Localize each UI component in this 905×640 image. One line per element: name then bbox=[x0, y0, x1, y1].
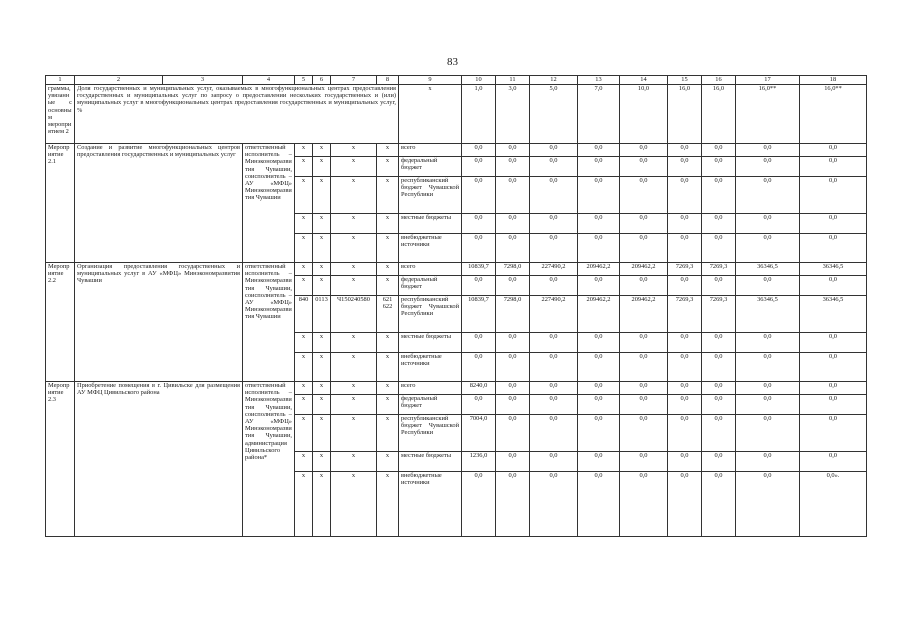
funding-value: 0,0 bbox=[530, 353, 578, 382]
funding-value: 7269,3 bbox=[702, 263, 736, 276]
funding-value: 0,0 bbox=[620, 276, 668, 296]
funding-value: 0,0 bbox=[800, 333, 867, 353]
csr-code: х bbox=[331, 234, 377, 263]
funding-value: 0,0 bbox=[496, 382, 530, 395]
column-number: 1 bbox=[46, 76, 75, 85]
grbs-code: х bbox=[295, 214, 313, 234]
csr-code: х bbox=[331, 157, 377, 177]
funding-value: 0,0 bbox=[736, 415, 800, 452]
funding-source: федеральный бюджет bbox=[399, 157, 462, 177]
measure-name: Мероприятие 2.1 bbox=[46, 144, 75, 263]
funding-value: 0,0 bbox=[702, 452, 736, 472]
vr-code: х bbox=[377, 263, 399, 276]
csr-code: х bbox=[331, 415, 377, 452]
funding-value: 0,0 bbox=[578, 333, 620, 353]
funding-value: 0,0 bbox=[736, 177, 800, 214]
funding-source: федеральный бюджет bbox=[399, 276, 462, 296]
funding-value: 0,0 bbox=[702, 353, 736, 382]
funding-value: 7298,0 bbox=[496, 263, 530, 276]
funding-value: 0,0 bbox=[620, 415, 668, 452]
rzpr-code: х bbox=[313, 415, 331, 452]
csr-code: х bbox=[331, 177, 377, 214]
funding-value: 0,0 bbox=[578, 415, 620, 452]
funding-value: 0,0 bbox=[800, 177, 867, 214]
funding-value: 0,0 bbox=[578, 177, 620, 214]
grbs-code: х bbox=[295, 472, 313, 537]
funding-value: 0,0 bbox=[620, 395, 668, 415]
funding-value: 0,0 bbox=[462, 472, 496, 537]
funding-value: 36346,5 bbox=[800, 263, 867, 276]
funding-value: 0,0 bbox=[668, 382, 702, 395]
csr-code: х bbox=[331, 395, 377, 415]
csr-code: х bbox=[331, 452, 377, 472]
funding-value: 36346,5 bbox=[800, 296, 867, 333]
funding-value: 0,0 bbox=[702, 276, 736, 296]
csr-code: х bbox=[331, 333, 377, 353]
funding-value: 0,0 bbox=[736, 333, 800, 353]
rzpr-code: х bbox=[313, 177, 331, 214]
goal-indicator-row bbox=[46, 85, 867, 144]
funding-value: 0,0 bbox=[462, 276, 496, 296]
funding-value: 0,0 bbox=[462, 177, 496, 214]
measure-title: Приобретение помещения в г. Цивильске для размещения АУ МФЦ Цивильского района bbox=[75, 382, 243, 537]
rzpr-code: х bbox=[313, 333, 331, 353]
page-number: 83 bbox=[447, 56, 458, 68]
funding-row bbox=[46, 263, 867, 276]
vr-code: 621 622 bbox=[377, 296, 399, 333]
budget-table bbox=[45, 75, 867, 537]
responsible-executor: ответственный исполнитель – Минэкономразвития Чувашии, соисполнитель – АУ «МФЦ» Минэкономразвития Чувашии bbox=[243, 144, 295, 263]
column-number: 7 bbox=[331, 76, 377, 85]
funding-value: 0,0 bbox=[462, 214, 496, 234]
funding-value: 0,0 bbox=[578, 395, 620, 415]
column-number-row bbox=[46, 76, 867, 85]
funding-value: 0,0 bbox=[800, 415, 867, 452]
funding-value: 0,0 bbox=[702, 382, 736, 395]
funding-value: 0,0 bbox=[530, 214, 578, 234]
funding-value: 209462,2 bbox=[578, 263, 620, 276]
rzpr-code: х bbox=[313, 472, 331, 537]
funding-source: внебюджетные источники bbox=[399, 234, 462, 263]
funding-source: внебюджетные источники bbox=[399, 472, 462, 537]
funding-value: 0,0 bbox=[702, 472, 736, 537]
rzpr-code: х bbox=[313, 234, 331, 263]
funding-value: 0,0 bbox=[530, 234, 578, 263]
funding-value: 0,0 bbox=[530, 144, 578, 157]
funding-value: 0,0 bbox=[668, 214, 702, 234]
funding-value: 1236,0 bbox=[462, 452, 496, 472]
funding-value: 0,0 bbox=[620, 382, 668, 395]
funding-value: 0,0 bbox=[736, 276, 800, 296]
funding-value: 0,0 bbox=[668, 234, 702, 263]
funding-value: 0,0 bbox=[496, 395, 530, 415]
csr-code: х bbox=[331, 472, 377, 537]
funding-value: 0,0 bbox=[530, 157, 578, 177]
grbs-code: х bbox=[295, 234, 313, 263]
rzpr-code: х bbox=[313, 382, 331, 395]
rzpr-code: х bbox=[313, 276, 331, 296]
funding-value: 0,0 bbox=[578, 144, 620, 157]
funding-value: 0,0 bbox=[668, 353, 702, 382]
grbs-code: х bbox=[295, 144, 313, 157]
grbs-code: х bbox=[295, 333, 313, 353]
funding-value: 0,0 bbox=[530, 276, 578, 296]
measure-name: Мероприятие 2.3 bbox=[46, 382, 75, 537]
funding-value: 0,0 bbox=[702, 157, 736, 177]
funding-value: 0,0 bbox=[578, 157, 620, 177]
funding-value: 0,0 bbox=[702, 395, 736, 415]
grbs-code: х bbox=[295, 263, 313, 276]
funding-row bbox=[46, 382, 867, 395]
funding-value: 0,0 bbox=[702, 234, 736, 263]
indicator-value: 7,0 bbox=[578, 85, 620, 144]
funding-value: 0,0 bbox=[530, 177, 578, 214]
grbs-code: 840 bbox=[295, 296, 313, 333]
indicator-value: 1,0 bbox=[462, 85, 496, 144]
funding-value: 0,0 bbox=[668, 144, 702, 157]
column-number: 14 bbox=[620, 76, 668, 85]
source-placeholder: х bbox=[399, 85, 462, 144]
funding-value: 0,0 bbox=[736, 472, 800, 537]
indicator-value: 16,0** bbox=[736, 85, 800, 144]
column-number: 9 bbox=[399, 76, 462, 85]
funding-value: 0,0 bbox=[462, 157, 496, 177]
funding-value: 0,0 bbox=[736, 452, 800, 472]
funding-value: 0,0 bbox=[496, 144, 530, 157]
vr-code: х bbox=[377, 214, 399, 234]
csr-code: х bbox=[331, 353, 377, 382]
funding-value: 0,0 bbox=[736, 214, 800, 234]
funding-source: республиканский бюджет Чувашской Республики bbox=[399, 177, 462, 214]
vr-code: х bbox=[377, 382, 399, 395]
funding-value: 0,0 bbox=[496, 214, 530, 234]
rzpr-code: 0113 bbox=[313, 296, 331, 333]
funding-value: 0,0 bbox=[496, 472, 530, 537]
column-number: 11 bbox=[496, 76, 530, 85]
column-number: 16 bbox=[702, 76, 736, 85]
funding-value: 0,0 bbox=[736, 144, 800, 157]
column-number: 18 bbox=[800, 76, 867, 85]
rzpr-code: х bbox=[313, 157, 331, 177]
vr-code: х bbox=[377, 395, 399, 415]
funding-value: 209462,2 bbox=[620, 296, 668, 333]
funding-value: 0,0 bbox=[668, 472, 702, 537]
funding-value: 0,0 bbox=[620, 234, 668, 263]
funding-source: местные бюджеты bbox=[399, 452, 462, 472]
rzpr-code: х bbox=[313, 144, 331, 157]
grbs-code: х bbox=[295, 157, 313, 177]
funding-value: 0,0 bbox=[462, 353, 496, 382]
funding-value: 0,0 bbox=[800, 276, 867, 296]
funding-value: 0,0 bbox=[736, 382, 800, 395]
funding-value: 0,0 bbox=[668, 333, 702, 353]
funding-value: 36346,5 bbox=[736, 296, 800, 333]
vr-code: х bbox=[377, 472, 399, 537]
funding-value: 0,0 bbox=[496, 177, 530, 214]
funding-value: 0,0 bbox=[736, 157, 800, 177]
column-number: 10 bbox=[462, 76, 496, 85]
rzpr-code: х bbox=[313, 395, 331, 415]
funding-value: 36346,5 bbox=[736, 263, 800, 276]
funding-value: 0,0 bbox=[462, 234, 496, 263]
grbs-code: х bbox=[295, 276, 313, 296]
funding-value: 0,0 bbox=[578, 472, 620, 537]
funding-value: 7269,3 bbox=[702, 296, 736, 333]
funding-value: 0,0 bbox=[668, 452, 702, 472]
rzpr-code: х bbox=[313, 263, 331, 276]
rzpr-code: х bbox=[313, 214, 331, 234]
grbs-code: х bbox=[295, 415, 313, 452]
funding-value: 0,0 bbox=[462, 395, 496, 415]
indicator-value: 3,0 bbox=[496, 85, 530, 144]
funding-value: 0,0 bbox=[668, 276, 702, 296]
column-number: 17 bbox=[736, 76, 800, 85]
column-number: 2 bbox=[75, 76, 163, 85]
indicator-value: 16,0 bbox=[668, 85, 702, 144]
funding-value: 0,0 bbox=[620, 157, 668, 177]
funding-source: всего bbox=[399, 382, 462, 395]
funding-source: местные бюджеты bbox=[399, 214, 462, 234]
vr-code: х bbox=[377, 333, 399, 353]
funding-value: 0,0 bbox=[620, 333, 668, 353]
vr-code: х bbox=[377, 157, 399, 177]
funding-source: федеральный бюджет bbox=[399, 395, 462, 415]
funding-value: 0,0 bbox=[496, 353, 530, 382]
column-number: 3 bbox=[163, 76, 243, 85]
funding-value: 0,0 bbox=[736, 353, 800, 382]
grbs-code: х bbox=[295, 177, 313, 214]
column-number: 13 bbox=[578, 76, 620, 85]
funding-value: 0,0 bbox=[530, 472, 578, 537]
funding-source: республиканский бюджет Чувашской Республики bbox=[399, 415, 462, 452]
column-number: 15 bbox=[668, 76, 702, 85]
funding-source: местные бюджеты bbox=[399, 333, 462, 353]
funding-source: внебюджетные источники bbox=[399, 353, 462, 382]
funding-value: 0,0 bbox=[578, 382, 620, 395]
funding-value: 0,0 bbox=[620, 452, 668, 472]
responsible-executor: ответственный исполнитель – Минэкономразвития Чувашии, соисполнитель – АУ «МФЦ» Минэкономразвития Чувашии, администрация Цивильского района* bbox=[243, 382, 295, 537]
indicator-value: 10,0 bbox=[620, 85, 668, 144]
funding-value: 0,0 bbox=[702, 177, 736, 214]
grbs-code: х bbox=[295, 382, 313, 395]
funding-value: 0,0 bbox=[620, 177, 668, 214]
csr-code: х bbox=[331, 276, 377, 296]
funding-value: 0,0 bbox=[800, 382, 867, 395]
funding-value: 0,0 bbox=[496, 415, 530, 452]
funding-value: 0,0 bbox=[496, 234, 530, 263]
funding-value: 0,0 bbox=[578, 234, 620, 263]
indicator-value: 5,0 bbox=[530, 85, 578, 144]
csr-code: х bbox=[331, 263, 377, 276]
funding-value: 0,0 bbox=[800, 452, 867, 472]
funding-value: 209462,2 bbox=[620, 263, 668, 276]
column-number: 8 bbox=[377, 76, 399, 85]
funding-value: 7269,3 bbox=[668, 296, 702, 333]
funding-source: всего bbox=[399, 144, 462, 157]
indicator-value: 16,0** bbox=[800, 85, 867, 144]
funding-value: 0,0 bbox=[620, 214, 668, 234]
funding-value: 0,0 bbox=[702, 333, 736, 353]
column-number: 12 bbox=[530, 76, 578, 85]
funding-value: 0,0 bbox=[496, 157, 530, 177]
funding-row bbox=[46, 144, 867, 157]
funding-value: 0,0 bbox=[496, 452, 530, 472]
funding-value: 0,0 bbox=[736, 395, 800, 415]
funding-value: 0,0 bbox=[800, 214, 867, 234]
csr-code: Ч150240580 bbox=[331, 296, 377, 333]
funding-value: 0,0 bbox=[800, 353, 867, 382]
funding-value: 0,0 bbox=[668, 157, 702, 177]
funding-value: 0,0 bbox=[578, 276, 620, 296]
funding-value: 0,0 bbox=[496, 276, 530, 296]
measure-name: Мероприятие 2.2 bbox=[46, 263, 75, 382]
funding-value: 0,0 bbox=[578, 214, 620, 234]
funding-source: всего bbox=[399, 263, 462, 276]
rzpr-code: х bbox=[313, 452, 331, 472]
vr-code: х bbox=[377, 415, 399, 452]
program-goal-label: граммы, увязанные с основным мероприятием 2 bbox=[46, 85, 75, 144]
funding-value: 0,0 bbox=[462, 144, 496, 157]
funding-value: 0,0 bbox=[668, 177, 702, 214]
vr-code: х bbox=[377, 177, 399, 214]
csr-code: х bbox=[331, 144, 377, 157]
vr-code: х bbox=[377, 276, 399, 296]
funding-value: 8240,0 bbox=[462, 382, 496, 395]
funding-value: 227490,2 bbox=[530, 296, 578, 333]
vr-code: х bbox=[377, 452, 399, 472]
funding-value: 0,0». bbox=[800, 472, 867, 537]
funding-value: 0,0 bbox=[800, 234, 867, 263]
funding-value: 0,0 bbox=[702, 214, 736, 234]
grbs-code: х bbox=[295, 452, 313, 472]
funding-value: 0,0 bbox=[702, 415, 736, 452]
funding-value: 0,0 bbox=[620, 472, 668, 537]
funding-value: 0,0 bbox=[668, 415, 702, 452]
funding-value: 0,0 bbox=[620, 144, 668, 157]
vr-code: х bbox=[377, 353, 399, 382]
funding-value: 0,0 bbox=[530, 333, 578, 353]
measure-title: Создание и развитие многофункциональных центров предоставления государственных и муниципальных услуг bbox=[75, 144, 243, 263]
funding-value: 0,0 bbox=[462, 333, 496, 353]
funding-value: 0,0 bbox=[530, 382, 578, 395]
funding-value: 0,0 bbox=[702, 144, 736, 157]
funding-value: 0,0 bbox=[736, 234, 800, 263]
measure-title: Организация предоставления государственных и муниципальных услуг в АУ «МФЦ» Минэкономразвития Чувашии bbox=[75, 263, 243, 382]
funding-value: 227490,2 bbox=[530, 263, 578, 276]
column-number: 5 bbox=[295, 76, 313, 85]
funding-value: 0,0 bbox=[668, 395, 702, 415]
rzpr-code: х bbox=[313, 353, 331, 382]
funding-value: 0,0 bbox=[496, 333, 530, 353]
funding-value: 209462,2 bbox=[578, 296, 620, 333]
funding-value: 7298,0 bbox=[496, 296, 530, 333]
vr-code: х bbox=[377, 144, 399, 157]
grbs-code: х bbox=[295, 353, 313, 382]
csr-code: х bbox=[331, 214, 377, 234]
funding-value: 10839,7 bbox=[462, 263, 496, 276]
column-number: 4 bbox=[243, 76, 295, 85]
funding-value: 0,0 bbox=[530, 395, 578, 415]
funding-value: 10839,7 bbox=[462, 296, 496, 333]
funding-value: 0,0 bbox=[800, 157, 867, 177]
responsible-executor: ответственный исполнитель – Минэкономразвития Чувашии, соисполнитель – АУ «МФЦ» Минэкономразвития Чувашии bbox=[243, 263, 295, 382]
funding-value: 0,0 bbox=[620, 353, 668, 382]
funding-value: 0,0 bbox=[578, 452, 620, 472]
indicator-description: Доля государственных и муниципальных услуг, оказываемых в многофункциональных центрах предоставления государственных и муниципальных услуг по запросу о предоставлении нескольких государственных и (или) муниципальных услуг в многофункциональных центрах предоставления государственных и муниципальных услуг, % bbox=[75, 85, 399, 144]
funding-value: 7004,0 bbox=[462, 415, 496, 452]
funding-value: 0,0 bbox=[530, 415, 578, 452]
indicator-value: 16,0 bbox=[702, 85, 736, 144]
funding-value: 0,0 bbox=[530, 452, 578, 472]
csr-code: х bbox=[331, 382, 377, 395]
funding-value: 0,0 bbox=[578, 353, 620, 382]
funding-value: 0,0 bbox=[800, 395, 867, 415]
funding-value: 0,0 bbox=[800, 144, 867, 157]
grbs-code: х bbox=[295, 395, 313, 415]
column-number: 6 bbox=[313, 76, 331, 85]
funding-source: республиканский бюджет Чувашской Республики bbox=[399, 296, 462, 333]
funding-value: 7269,3 bbox=[668, 263, 702, 276]
vr-code: х bbox=[377, 234, 399, 263]
